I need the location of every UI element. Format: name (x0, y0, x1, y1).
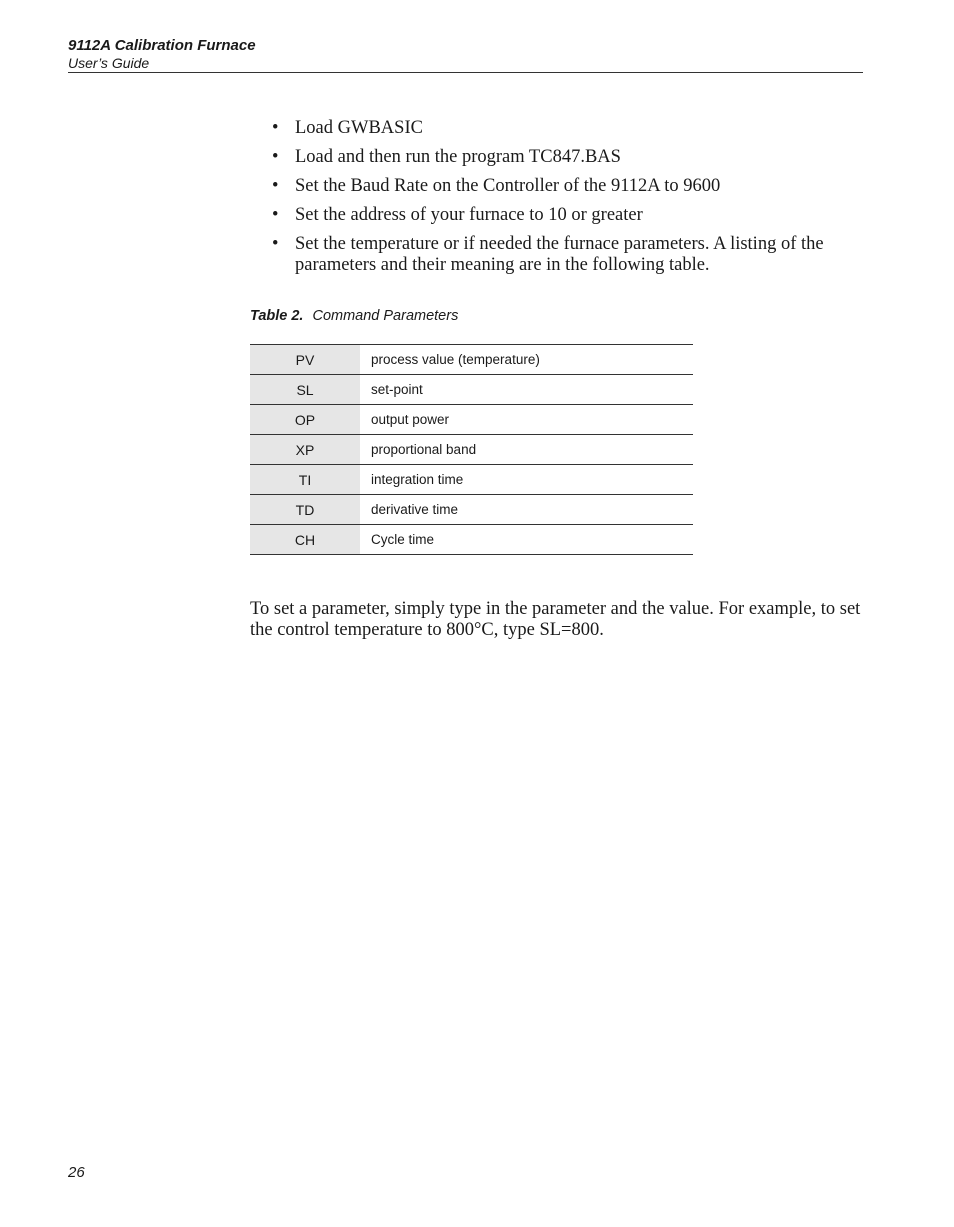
bullet-icon: • (272, 147, 279, 167)
command-parameters-table (250, 344, 693, 555)
parameter-meaning: proportional band (360, 435, 693, 465)
table-caption-number: Table 2. (250, 308, 304, 324)
parameter-code: TD (250, 495, 360, 525)
list-item (272, 234, 852, 276)
parameter-meaning: process value (temperature) (360, 345, 693, 375)
bullet-icon: • (272, 118, 279, 138)
list-item-text: Load GWBASIC (295, 118, 423, 138)
list-item-text: Set the temperature or if needed the furnace parameters. A listing of the parameters and their meaning are in the following table. (295, 234, 824, 275)
table-row (250, 435, 693, 465)
parameter-meaning: output power (360, 405, 693, 435)
document-title: 9112A Calibration Furnace (68, 37, 256, 54)
table-row (250, 405, 693, 435)
parameter-code: CH (250, 525, 360, 555)
bullet-icon: • (272, 176, 279, 196)
parameter-code: XP (250, 435, 360, 465)
parameter-meaning: Cycle time (360, 525, 693, 555)
table-row (250, 375, 693, 405)
list-item-text: Load and then run the program TC847.BAS (295, 147, 621, 167)
list-item (272, 176, 852, 197)
list-item (272, 118, 852, 139)
parameter-code: TI (250, 465, 360, 495)
bullet-icon: • (272, 234, 279, 254)
parameter-meaning: derivative time (360, 495, 693, 525)
parameter-meaning: integration time (360, 465, 693, 495)
list-item-text: Set the Baud Rate on the Controller of the 9112A to 9600 (295, 176, 721, 196)
list-item (272, 147, 852, 168)
table-row (250, 345, 693, 375)
table-caption-title: Command Parameters (312, 308, 459, 324)
parameter-code: OP (250, 405, 360, 435)
table-row (250, 525, 693, 555)
parameter-meaning: set-point (360, 375, 693, 405)
list-item-text: Set the address of your furnace to 10 or greater (295, 205, 643, 225)
table-row (250, 495, 693, 525)
body-paragraph: To set a parameter, simply type in the parameter and the value. For example, to set the control temperature to 800°C, type SL=800. (250, 599, 861, 640)
page-number: 26 (68, 1164, 85, 1181)
parameter-code: PV (250, 345, 360, 375)
table-row (250, 465, 693, 495)
table-caption (250, 308, 458, 324)
document-subtitle: User’s Guide (68, 55, 150, 71)
page-header (68, 37, 863, 73)
list-item (272, 205, 852, 226)
parameter-code: SL (250, 375, 360, 405)
bullet-icon: • (272, 205, 279, 225)
instruction-list (272, 118, 852, 284)
